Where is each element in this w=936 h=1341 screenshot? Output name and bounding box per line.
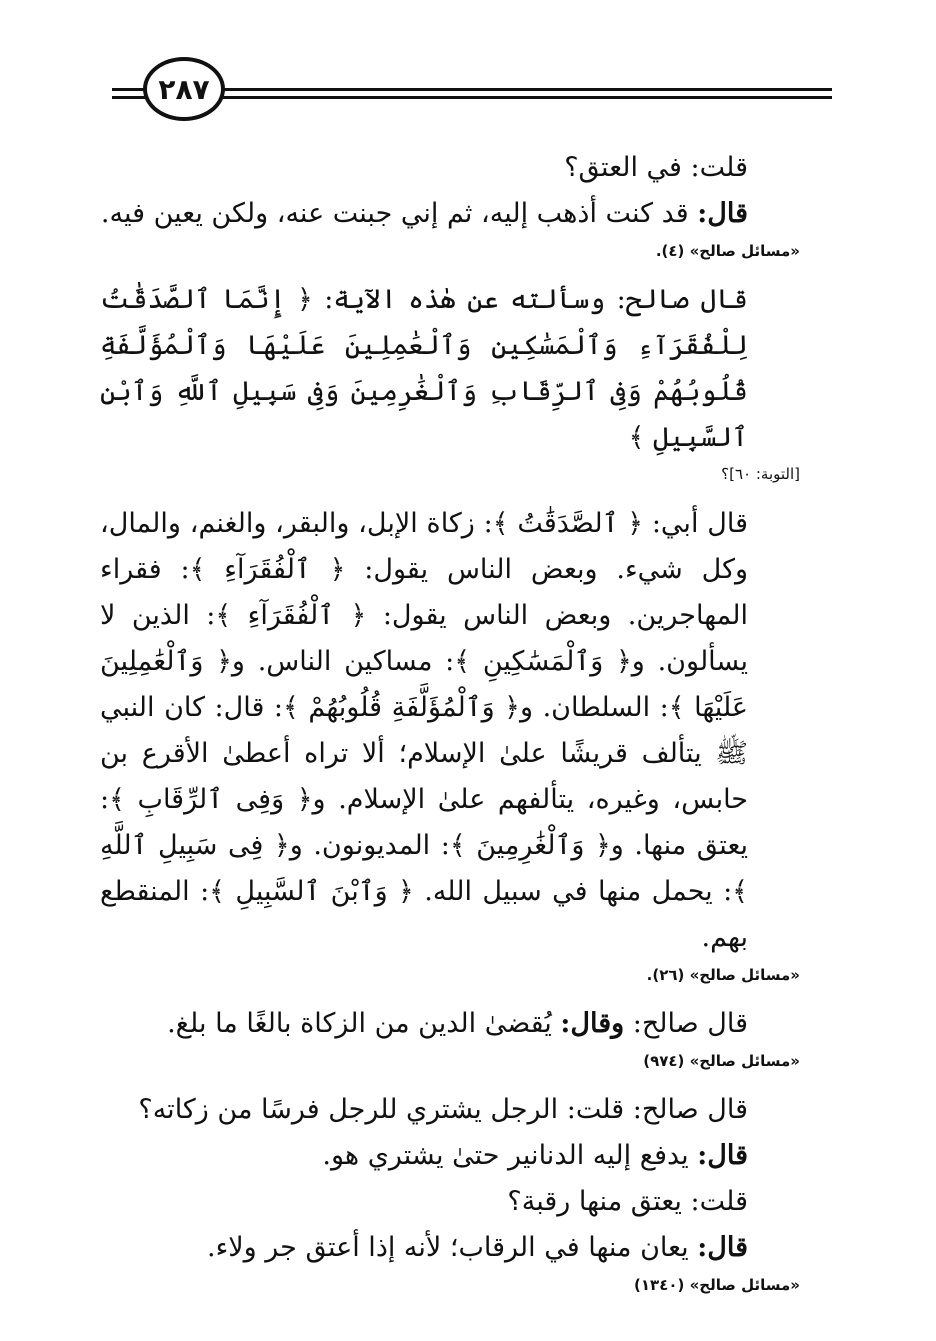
page-body — [100, 145, 800, 1311]
tafsir-paragraph: قال أبي: ﴿ ٱلصَّدَقَٰتُ ﴾: زكاة الإبل، والبقر، والغنم، والمال، وكل شيء. وبعض الناس يقول: ﴿ ٱلْفُقَرَآءِ ﴾: فقراء المهاجرين. وبعض الناس يقول: ﴿ ٱلْفُقَرَآءِ ﴾: الذين لا يسألون. و﴿ وَٱلْمَسَٰكِينِ ﴾: مساكين الناس. و﴿ وَٱلْعَٰمِلِينَ عَلَيْهَا ﴾: السلطان. و﴿ وَٱلْمُؤَلَّفَةِ قُلُوبُهُمْ ﴾: قال: كان النبي ﷺ يتألف قريشًا علىٰ الإسلام؛ ألا تراه أعطىٰ الأقرع بن حابس، وغيره، يتألفهم علىٰ الإسلام. و﴿ وَفِى ٱلرِّقَابِ ﴾: يعتق منها. و﴿ وَٱلْغَٰرِمِينَ ﴾: المديونون. و﴿ فِى سَبِيلِ ٱللَّهِ ﴾: يحمل منها في سبيل الله. ﴿ وَٱبْنَ ٱلسَّبِيلِ ﴾: المنقطع بهم. — [100, 508, 748, 953]
lead-text: قال صالح: — [624, 1008, 748, 1039]
speaker-label: قلت: — [690, 1186, 748, 1217]
source-citation: «مسائل صالح» (٢٦). — [646, 966, 800, 984]
page-header — [0, 0, 936, 140]
qa-text: قد كنت أذهب إليه، ثم إني جبنت عنه، ولكن يعين فيه. — [100, 198, 698, 229]
qa-text: يدفع إليه الدنانير حتىٰ يشتري هو. — [322, 1140, 698, 1171]
verse-reference: [التوبة: ٦٠]؟ — [721, 465, 800, 483]
source-citation: «مسائل صالح» (٩٧٤) — [643, 1052, 800, 1070]
qa-line: قال صالح: قلت: الرجل يشتري للرجل فرسًا من زكاته؟ — [138, 1094, 748, 1125]
speaker-label: وقال: — [560, 1008, 625, 1039]
qa-line — [100, 1001, 800, 1047]
verse-question: قال صالح: وسألته عن هٰذه الآية: ﴿ إِنَّمَا ٱلصَّدَقَٰتُ لِلْفُقَرَآءِ وَٱلْمَسَٰكِينِ وَٱلْعَٰمِلِينَ عَلَيْهَا وَٱلْمُؤَلَّفَةِ قُلُوبُهُمْ وَفِى ٱلرِّقَابِ وَٱلْغَٰرِمِينَ وَفِى سَبِيلِ ٱللَّهِ وَٱبْنِ ٱلسَّبِيلِ ﴾ — [100, 284, 748, 453]
speaker-label: قلت: — [690, 152, 748, 183]
qa-line — [100, 191, 800, 237]
qa-text: يُقضىٰ الدين من الزكاة بالغًا ما بلغ. — [167, 1008, 561, 1039]
speaker-label: قال: — [697, 1232, 748, 1263]
qa-text: يعتق منها رقبة؟ — [507, 1186, 691, 1217]
qa-line — [100, 1179, 800, 1225]
qa-text: في العتق؟ — [564, 152, 691, 183]
qa-line — [100, 1225, 800, 1271]
qa-text: يعان منها في الرقاب؛ لأنه إذا أعتق جر ولاء. — [206, 1232, 698, 1263]
speaker-label: قال: — [697, 198, 748, 229]
header-rule-upper — [214, 88, 832, 91]
header-rule-lower — [214, 96, 832, 99]
speaker-label: قال: — [697, 1140, 748, 1171]
qa-line — [100, 1133, 800, 1179]
source-citation: «مسائل صالح» (٤). — [655, 242, 800, 260]
source-citation: «مسائل صالح» (١٣٤٠) — [634, 1276, 800, 1294]
page-number: ٢٨٧ — [143, 57, 225, 121]
qa-line — [100, 145, 800, 191]
